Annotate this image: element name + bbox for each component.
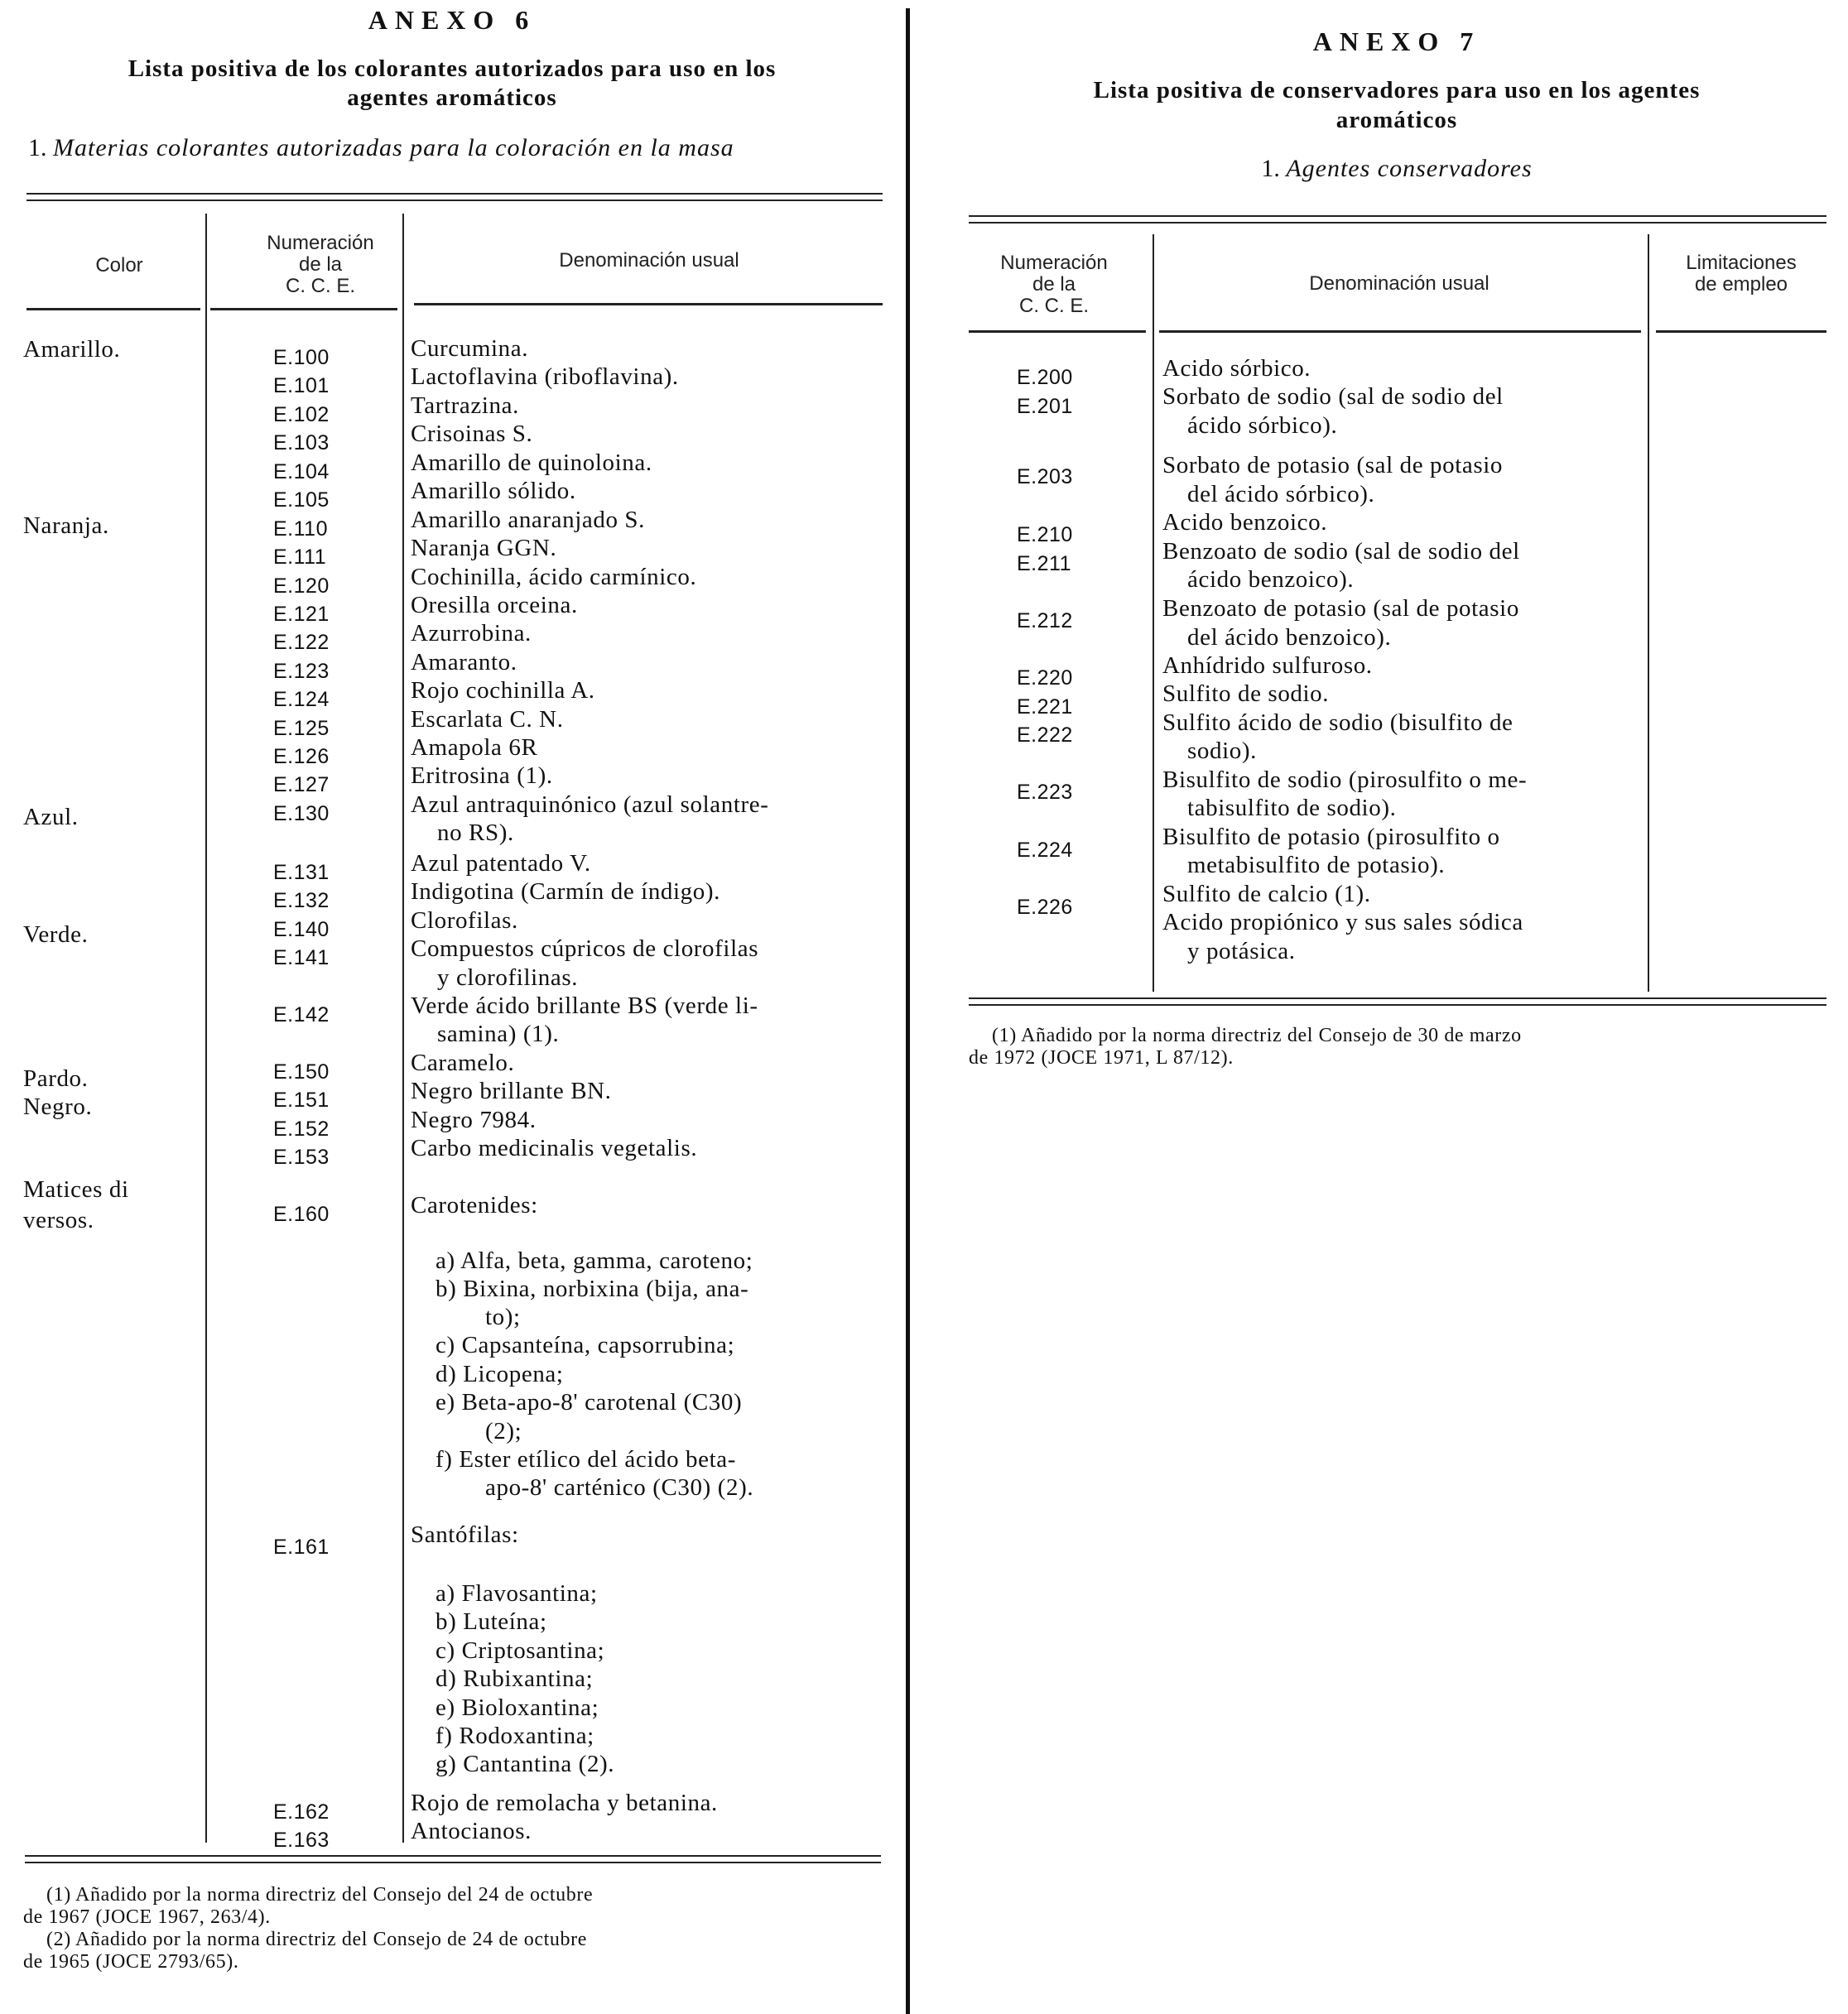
cce-code: E.222 [1017, 723, 1073, 747]
cce-code: E.110 [273, 517, 328, 541]
denomination-line: Amarillo anaranjado S. [411, 507, 645, 533]
denomination-line: Sulfito de sodio. [1162, 680, 1330, 707]
denomination-line: Azul antraquinónico (azul solantre- [411, 791, 769, 818]
cce-code: E.224 [1017, 839, 1073, 862]
table-bottom-rule [25, 1855, 881, 1863]
table-column-line-2 [1648, 234, 1649, 992]
color-label: Amarillo. [23, 336, 121, 363]
denomination-line: y potásica. [1187, 938, 1296, 964]
denomination-line: e) Bioloxantina; [436, 1694, 599, 1721]
header-denominacion: Denominación usual [559, 249, 739, 272]
annex-6-title: ANEXO 6 [368, 5, 537, 35]
annex-6-section-heading [28, 133, 734, 163]
denomination-line: Eritrosina (1). [411, 762, 553, 789]
denomination-line: Escarlata C. N. [411, 706, 564, 733]
denomination-line: Verde ácido brillante BS (verde li- [411, 993, 758, 1019]
cce-code: E.122 [273, 631, 330, 654]
cce-code: E.104 [273, 460, 330, 483]
color-label: Pardo. [23, 1065, 89, 1092]
denomination-line: tabisulfito de sodio). [1187, 795, 1397, 821]
denomination-line: Amaranto. [411, 649, 517, 675]
cce-code: E.140 [273, 918, 330, 941]
denomination-line: Bisulfito de sodio (pirosulfito o me- [1162, 767, 1528, 793]
cce-code: E.210 [1017, 523, 1073, 546]
denomination-line: Anhídrido sulfuroso. [1162, 652, 1373, 679]
color-label: Matices di [23, 1176, 129, 1203]
cce-code: E.150 [273, 1060, 330, 1084]
table-column-line-1 [1153, 234, 1154, 992]
denomination-line: Antocianos. [411, 1818, 532, 1844]
denomination-line: Rojo cochinilla A. [411, 677, 595, 704]
cce-code: E.152 [273, 1118, 330, 1141]
denomination-line: Bisulfito de potasio (pirosulfito o [1162, 824, 1500, 850]
color-label: versos. [23, 1207, 94, 1233]
header-rule-name [1159, 330, 1641, 333]
denomination-line: g) Cantantina (2). [436, 1751, 615, 1777]
denomination-line: Sorbato de sodio (sal de sodio del [1162, 383, 1504, 410]
denomination-line: Benzoato de sodio (sal de sodio del [1162, 538, 1520, 565]
header-rule-number [969, 330, 1146, 333]
denomination-line: c) Capsanteína, capsorrubina; [436, 1332, 735, 1358]
denomination-line: sodio). [1187, 738, 1257, 764]
color-label: Naranja. [23, 512, 109, 539]
header-numeracion-3: C. C. E. [1018, 295, 1089, 317]
denomination-line: Sorbato de potasio (sal de potasio [1162, 452, 1504, 478]
cce-code: E.160 [273, 1203, 330, 1226]
denomination-line: Indigotina (Carmín de índigo). [411, 878, 720, 905]
cce-code: E.125 [273, 717, 330, 740]
denomination-line: del ácido benzoico). [1187, 624, 1392, 651]
section-number: 1. [28, 134, 47, 161]
denomination-line: Sulfito ácido de sodio (bisulfito de [1162, 709, 1514, 736]
cce-code: E.163 [273, 1829, 330, 1852]
cce-code: E.223 [1017, 781, 1073, 804]
annex-7-section-heading [967, 154, 1826, 184]
denomination-line: no RS). [437, 820, 514, 846]
header-color: Color [95, 254, 143, 276]
cce-code: E.226 [1017, 896, 1073, 919]
header-limitaciones-2: de empleo [1694, 273, 1788, 296]
annex-7-list-title-line1: Lista positiva de conservadores para uso en los agentes [1093, 77, 1701, 103]
cce-code: E.103 [273, 431, 330, 454]
cce-code: E.120 [273, 574, 330, 598]
denomination-line: Compuestos cúpricos de clorofilas [411, 935, 759, 962]
cce-code: E.130 [273, 802, 330, 825]
denomination-line: Acido benzoico. [1162, 509, 1328, 536]
denomination-line: Negro brillante BN. [411, 1078, 612, 1104]
denomination-line: Azurrobina. [411, 620, 532, 646]
footnote-line: de 1967 (JOCE 1967, 263/4). [23, 1906, 271, 1928]
cce-code: E.203 [1017, 465, 1073, 488]
denomination-line: Caramelo. [411, 1050, 515, 1076]
cce-code: E.126 [273, 745, 330, 768]
header-numeracion-2: de la [1032, 273, 1076, 296]
denomination-line: f) Ester etílico del ácido beta- [436, 1446, 737, 1473]
cce-code: E.131 [273, 861, 330, 884]
cce-code: E.220 [1017, 666, 1073, 690]
annex-7-list-title-line2: aromáticos [1335, 107, 1458, 133]
annex-6-list-title-line2: agentes aromáticos [347, 84, 557, 111]
table-column-line-2 [402, 214, 404, 1843]
cce-code: E.121 [273, 603, 330, 626]
table-column-line-1 [205, 214, 207, 1843]
denomination-line: Acido sórbico. [1162, 355, 1311, 382]
denomination-line: Rojo de remolacha y betanina. [411, 1790, 718, 1816]
cce-code: E.124 [273, 688, 330, 711]
footnote-line: (2) Añadido por la norma directriz del Consejo de 24 de octubre [46, 1929, 587, 1950]
table-top-rule [26, 193, 883, 201]
denomination-line: metabisulfito de potasio). [1187, 852, 1446, 878]
denomination-line: Carotenides: [411, 1192, 538, 1218]
table-bottom-rule [969, 997, 1826, 1006]
header-numeracion-1: Numeración [267, 232, 374, 254]
denomination-line: d) Licopena; [436, 1361, 564, 1387]
footnote-line: (1) Añadido por la norma directriz del Consejo del 24 de octubre [46, 1884, 594, 1906]
cce-code: E.102 [273, 403, 330, 426]
color-label: Negro. [23, 1094, 93, 1120]
cce-code: E.142 [273, 1003, 330, 1026]
denomination-line: y clorofilinas. [437, 964, 579, 991]
cce-code: E.127 [273, 773, 330, 796]
footnote-line: de 1972 (JOCE 1971, L 87/12). [969, 1047, 1234, 1069]
denomination-line: Oresilla orceina. [411, 592, 578, 618]
header-rule-name [414, 303, 883, 305]
cce-code: E.161 [273, 1536, 330, 1559]
annex-6-list-title-line1: Lista positiva de los colorantes autorizados para uso en los [128, 55, 777, 82]
denomination-line: Carbo medicinalis vegetalis. [411, 1135, 698, 1161]
column-divider [906, 8, 910, 2014]
cce-code: E.132 [273, 889, 330, 912]
section-text: Materias colorantes autorizadas para la coloración en la masa [53, 134, 734, 161]
cce-code: E.200 [1017, 366, 1073, 389]
denomination-line: Benzoato de potasio (sal de potasio [1162, 595, 1519, 622]
cce-code: E.111 [273, 546, 327, 569]
cce-code: E.212 [1017, 609, 1073, 632]
denomination-line: f) Rodoxantina; [436, 1723, 594, 1749]
cce-code: E.221 [1017, 695, 1073, 719]
denomination-line: (2); [485, 1418, 522, 1444]
denomination-line: Curcumina. [411, 335, 529, 362]
cce-code: E.141 [273, 946, 330, 969]
section-number: 1. [1261, 155, 1280, 182]
denomination-line: Negro 7984. [411, 1107, 537, 1133]
color-label: Verde. [23, 921, 89, 948]
denomination-line: b) Luteína; [436, 1608, 547, 1635]
footnote-line: de 1965 (JOCE 2793/65). [23, 1951, 239, 1973]
header-rule-limits [1656, 330, 1826, 333]
header-numeracion-2: de la [298, 253, 343, 276]
denomination-line: Amapola 6R [411, 734, 538, 761]
denomination-line: ácido benzoico). [1187, 566, 1355, 593]
table-top-rule [969, 215, 1826, 224]
denomination-line: Sulfito de calcio (1). [1162, 881, 1371, 907]
denomination-line: samina) (1). [437, 1021, 560, 1047]
denomination-line: b) Bixina, norbixina (bija, ana- [436, 1276, 749, 1302]
cce-code: E.123 [273, 660, 330, 683]
denomination-line: Amarillo de quinoloina. [411, 449, 652, 476]
cce-code: E.105 [273, 488, 330, 512]
header-numeracion-3: C. C. E. [285, 275, 355, 297]
cce-code: E.151 [273, 1089, 330, 1112]
annex-7-title: ANEXO 7 [1312, 26, 1481, 56]
header-rule-number [210, 308, 397, 310]
cce-code: E.100 [273, 346, 330, 369]
header-rule-color [26, 308, 200, 310]
denomination-line: Clorofilas. [411, 907, 518, 934]
denomination-line: Crisoinas S. [411, 421, 533, 447]
denomination-line: Cochinilla, ácido carmínico. [411, 564, 697, 590]
cce-code: E.162 [273, 1800, 330, 1824]
denomination-line: Tartrazina. [411, 392, 519, 419]
header-numeracion-1: Numeración [1000, 252, 1108, 274]
denomination-line: e) Beta-apo-8' carotenal (C30) [436, 1389, 743, 1416]
denomination-line: Naranja GGN. [411, 535, 557, 561]
footnote-line: (1) Añadido por la norma directriz del Consejo de 30 de marzo [992, 1025, 1522, 1046]
cce-code: E.153 [273, 1146, 330, 1169]
denomination-line: d) Rubixantina; [436, 1666, 594, 1692]
cce-code: E.201 [1017, 395, 1073, 418]
cce-code: E.101 [273, 374, 330, 397]
header-denominacion: Denominación usual [1309, 272, 1489, 295]
header-limitaciones-1: Limitaciones [1686, 252, 1797, 274]
cce-code: E.211 [1017, 552, 1071, 575]
denomination-line: a) Flavosantina; [436, 1580, 598, 1607]
denomination-line: del ácido sórbico). [1187, 481, 1375, 507]
denomination-line: Lactoflavina (riboflavina). [411, 363, 679, 390]
denomination-line: Azul patentado V. [411, 850, 591, 877]
denomination-line: to); [485, 1304, 521, 1330]
denomination-line: Santófilas: [411, 1521, 519, 1548]
denomination-line: Acido propiónico y sus sales sódica [1162, 909, 1523, 935]
color-label: Azul. [23, 804, 79, 830]
denomination-line: ácido sórbico). [1187, 412, 1338, 439]
denomination-line: c) Criptosantina; [436, 1637, 605, 1664]
denomination-line: apo-8' carténico (C30) (2). [485, 1474, 754, 1501]
section-text: Agentes conservadores [1286, 155, 1533, 182]
denomination-line: a) Alfa, beta, gamma, caroteno; [436, 1247, 753, 1274]
denomination-line: Amarillo sólido. [411, 478, 576, 504]
